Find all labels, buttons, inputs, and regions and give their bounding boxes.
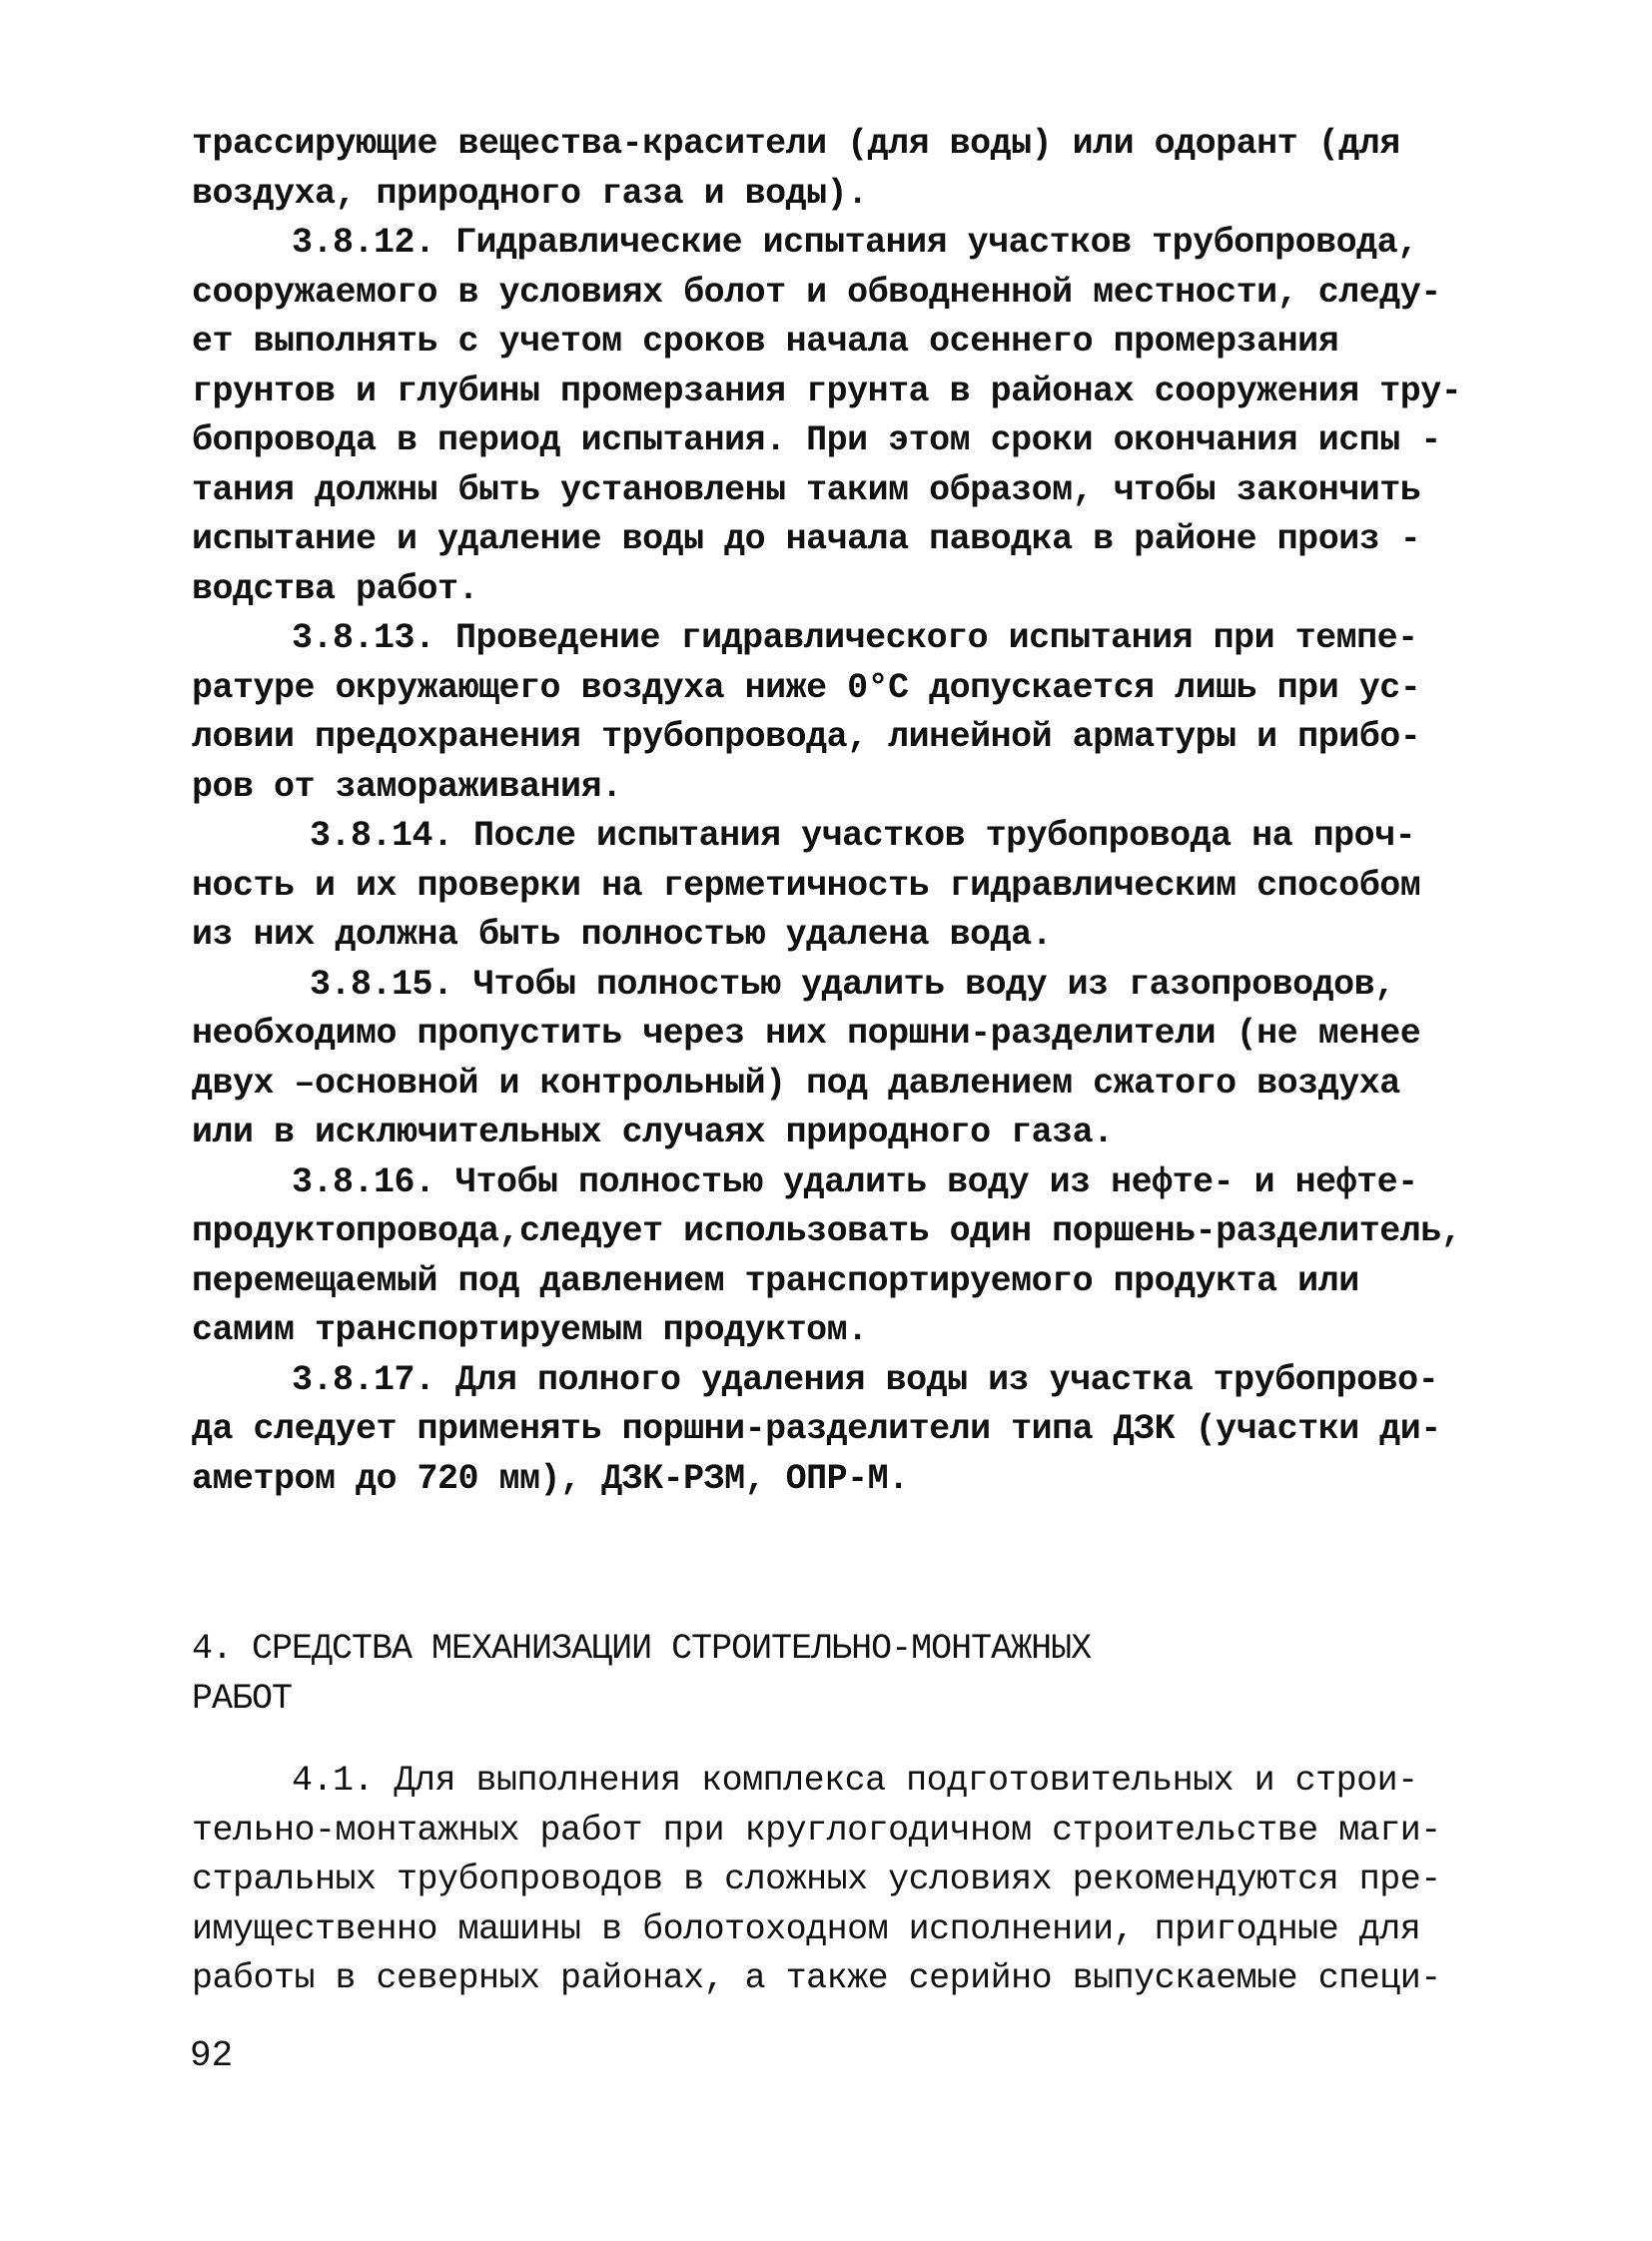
- paragraph-4-1-start: 4.1. Для выполнения комплекса подготовительных и строи-: [292, 1761, 1418, 1801]
- text-line: аметром до 720 мм), ДЗК-РЗМ, ОПР-М.: [192, 1458, 909, 1499]
- text-line: ров от замораживания.: [192, 766, 622, 807]
- text-line: ловии предохранения трубопровода, линейной арматуры и прибо-: [192, 717, 1421, 757]
- text-line: сооружаемого в условиях болот и обводненной местности, следу-: [192, 272, 1441, 313]
- text-line: воздуха, природного газа и воды).: [192, 173, 868, 214]
- text-line: грунтов и глубины промерзания грунта в районах сооружения тру-: [192, 371, 1462, 411]
- section-heading-4: [192, 1623, 1091, 1722]
- page-number: 92: [190, 2035, 234, 2076]
- paragraph-3-8-13-start: 3.8.13. Проведение гидравлического испытания при темпе-: [292, 618, 1418, 658]
- text-line: испытание и удаление воды до начала паводка в районе произ -: [192, 519, 1421, 559]
- paragraph-3-8-17-start: 3.8.17. Для полного удаления воды из участка трубопрово-: [292, 1359, 1439, 1400]
- text-line: двух –основной и контрольный) под давлением сжатого воздуха: [192, 1063, 1400, 1104]
- text-line: тания должны быть установлены таким образом, чтобы закончить: [192, 469, 1421, 510]
- text-line: или в исключительных случаях природного газа.: [192, 1113, 1114, 1152]
- text-line: тельно-монтажных работ при круглогодичном строительстве маги-: [192, 1810, 1441, 1851]
- text-line: имущественно машины в болотоходном исполнении, пригодные для: [192, 1908, 1421, 1949]
- paragraph-3-8-16-start: 3.8.16. Чтобы полностью удалить воду из нефте- и нефте-: [292, 1161, 1418, 1202]
- heading-line: РАБОТ: [192, 1678, 293, 1719]
- text-line: трассирующие вещества-красители (для воды) или одорант (для: [192, 124, 1400, 164]
- text-line: перемещаемый под давлением транспортируемого продукта или: [192, 1260, 1359, 1301]
- text-line: ет выполнять с учетом сроков начала осеннего промерзания: [192, 322, 1339, 362]
- paragraph-3-8-14-start: 3.8.14. После испытания участков трубопровода на проч-: [310, 816, 1416, 856]
- text-line: продуктопровода,следует использовать один поршень-разделитель,: [192, 1211, 1462, 1251]
- text-line: из них должна быть полностью удалена вода.: [192, 915, 1053, 955]
- text-line: необходимо пропустить через них поршни-разделители (не менее: [192, 1014, 1421, 1054]
- paragraph-3-8-15-start: 3.8.15. Чтобы полностью удалить воду из газопроводов,: [310, 964, 1395, 1005]
- text-line: стральных трубопроводов в сложных условиях рекомендуются пре-: [192, 1860, 1441, 1899]
- text-line: работы в северных районах, а также серийно выпускаемые специ-: [192, 1958, 1441, 1998]
- text-line: ность и их проверки на герметичность гидравлическим способом: [192, 865, 1421, 906]
- text-line: ратуре окружающего воздуха ниже 0°С допускается лишь при ус-: [192, 667, 1421, 708]
- text-line: да следует применять поршни-разделители типа ДЗК (участки ди-: [192, 1409, 1441, 1449]
- text-section-4-1: [192, 1757, 1480, 2004]
- paragraph-3-8-12-start: 3.8.12. Гидравлические испытания участков трубопровода,: [292, 223, 1418, 263]
- text-line: самим транспортируемым продуктом.: [192, 1310, 868, 1350]
- text-line: бопровода в период испытания. При этом сроки окончания испы -: [192, 420, 1441, 460]
- text-line: водства работ.: [192, 568, 479, 609]
- heading-line: 4. СРЕДСТВА МЕХАНИЗАЦИИ СТРОИТЕЛЬНО-МОНТАЖНЫХ: [192, 1629, 1092, 1669]
- text-section-3-8: [192, 120, 1480, 1504]
